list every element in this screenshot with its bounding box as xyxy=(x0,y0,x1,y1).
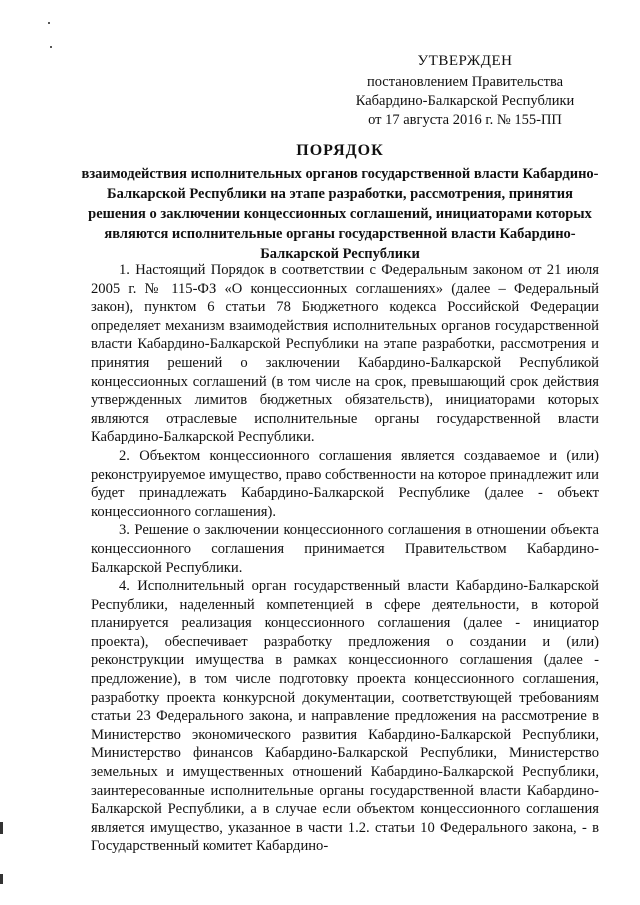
document-body xyxy=(91,261,599,856)
scan-edge-mark xyxy=(0,874,3,884)
approval-line: от 17 августа 2016 г. № 155-ПП xyxy=(368,112,562,128)
approval-stamp xyxy=(340,52,590,130)
scan-speck xyxy=(50,46,52,48)
paragraph-2: 2. Объектом концессионного соглашения является создаваемое и (или) реконструируемое имущество, право собственности на которое принадлежит или будет принадлежать Кабардино-Балкарской Республике (далее - объект концессионного соглашения). xyxy=(91,447,599,520)
approval-heading: УТВЕРЖДЕН xyxy=(417,53,513,69)
paragraph-4: 4. Исполнительный орган государственный власти Кабардино-Балкарской Республики, наделенный компетенцией в сфере деятельности, в которой планируется реализация концессионного соглашения (далее - инициатор проекта), обеспечивает разработку предложения о создании и (или) реконструкции имущества в рамках концессионного соглашения (далее - предложение), в том числе подготовку проекта концессионного соглашения, разработку проекта конкурсной документации, соответствующей требованиям статьи 23 Федерального закона, и направление предложения на рассмотрение в Министерство экономического развития Кабардино-Балкарской Республики, Министерство финансов Кабардино-Балкарской Республики, Министерство земельных и имущественных отношений Кабардино-Балкарской Республики, заинтересованные исполнительные органы государственной власти Кабардино-Балкарской Республики, а в случае если объектом концессионного соглашения является имущество, указанное в части 1.2. статьи 10 Федерального закона, - в Государственный комитет Кабардино- xyxy=(91,578,599,855)
scan-edge-mark xyxy=(0,822,3,834)
document-subtitle: взаимодействия исполнительных органов государственной власти Кабардино-Балкарской Республики на этапе разработки, рассмотрения, принятия решения о заключении концессионных соглашений, инициаторами которых являются исполнительные органы государственной власти Кабардино-Балкарской Республики xyxy=(81,166,599,262)
paragraph-1: 1. Настоящий Порядок в соответствии с Федеральным законом от 21 июля 2005 г. № 115-ФЗ «О концессионных соглашениях» (далее – Федеральный закон), пунктом 6 статьи 78 Бюджетного кодекса Российской Федерации определяет механизм взаимодействия исполнительных органов государственной власти Кабардино-Балкарской Республики на этапе разработки, рассмотрения и принятия решений о заключении Кабардино-Балкарской Республикой концессионных соглашений (в том числе на срок, превышающий срок действия утвержденных лимитов бюджетных обязательств), инициаторами которых являются отраслевые исполнительные органы государственной власти Кабардино-Балкарской Республики. xyxy=(91,262,599,446)
approval-line: Кабардино-Балкарской Республики xyxy=(355,93,575,109)
document-title: ПОРЯДОК xyxy=(296,142,384,159)
document-title-block xyxy=(80,140,600,264)
approval-line: постановлением Правительства xyxy=(366,74,564,90)
scan-speck xyxy=(48,22,50,24)
paragraph-3: 3. Решение о заключении концессионного соглашения в отношении объекта концессионного соглашения принимается Правительством Кабардино-Балкарской Республики. xyxy=(91,522,599,576)
